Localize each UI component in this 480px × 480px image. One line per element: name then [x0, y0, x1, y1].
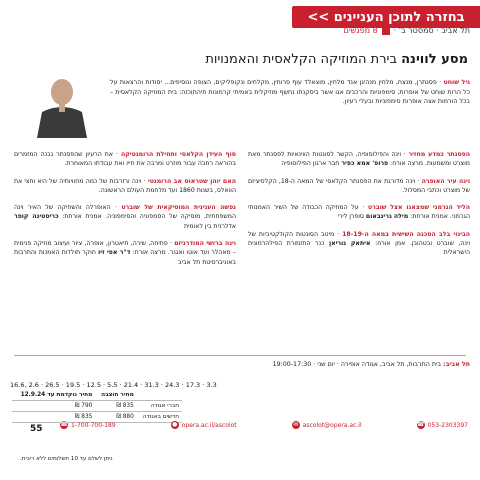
session-item: הבינוי בלב הסכנה השישית במאה ה-18-19 · מיטב הסונטות הקולקטיביות של וינה, שוברט ובטהובן. אמן אורח: איתאק נוריאן כנר התזמורת הפילהרמונית הישראלית: [248, 230, 471, 257]
section-divider: [14, 355, 466, 356]
red-square-icon: [382, 27, 390, 35]
portrait-image: [12, 70, 104, 138]
meta-location: תל אביב · סמסטר ב' ·: [393, 26, 470, 35]
session-item: האם יוהן שטראוס אב הרומנטי · וינה ורזרבות של כמה מחוויותיה של היא וחצי את הוואלס, בשנות 1860 ועד מלחמת העולם הראשונה.: [14, 177, 236, 194]
table-row: חדשים באגודה 880 ₪ 835 ₪: [12, 412, 182, 423]
session-item: נפשה העגינית המוסיקאית של שוברט · האופרלה והשחיקה של האיר וינה המשפחתית, מוסיקה של הסמפוניה והסימפוניה. אמנית אורחת: כריסטינה קופר אדלרנית בין לאומית: [14, 204, 236, 230]
title-rest: בירת המוזיקה הקלאסית והאמנויות: [205, 52, 402, 67]
page-number: 55: [30, 424, 43, 434]
session-item: הליד הגרמני שמצאנו אצל שוברט · על המוזיקה הכבודה של השיר האמנותי הגרמני. אמנית אורחת: מילה גרינבאום סופרן לירי: [248, 204, 470, 221]
lecturer-text: · פסנתרן, מנצח, מלחין מנהיגן אנד מלחין, מוצאלד עוף פרוחין, מקלחים ונקופליקים, הצופה ונוסיפים... יסודות והרצאות על כל הרות שוחט של אופרות, סימפוניות והרכבים אגו אשר ביסקנתו נחשף מוזיקלית באמיתי קרמונות תיהתוכזה: בית המוזיקה הקלאסית – בכל הורמות אצה אופרות סימפוניות ובעלי רעיון.: [110, 79, 470, 105]
schedule-text: בית התרבות, תל אביב, אגודה אופירה · יום שני · 19:00-17:30: [272, 361, 444, 368]
schedule-info: [10, 360, 470, 370]
page-title: [12, 52, 468, 67]
sessions-column-right: [248, 150, 470, 266]
mobile-icon: ☎: [416, 421, 425, 428]
course-meta: [344, 26, 470, 35]
session-item: וינה עיר האופרה · וינה מדורגת את הפסנתר הקלאסי של המאה ה-18, הקלסיציזם של מוצרט וכתבי המסלול.: [248, 177, 470, 194]
globe-icon: ●: [172, 421, 178, 428]
price-note: ניתן לשלם עד 10 תשלומים ללא ריבית.: [20, 456, 113, 462]
lecturer-photo: [12, 70, 104, 138]
lecturer-bio: [110, 78, 470, 107]
phone-icon: ☎: [60, 421, 68, 428]
lecturer-name: גיל שוחט: [443, 79, 470, 86]
mail-icon: ✉: [293, 421, 299, 428]
session-item: וינה ברושי המודרניזם · פתיחה, שירה, תיאטרון, אופרה, ציור ועיצוב מוזיקה פנימית – מאהלר ועד אוטו ואגנר. מרצה אורח: ד"ר אפי זיו חוקר תולדות האמנות והתרבות באוניברסיטת תל אביב: [14, 240, 237, 266]
back-to-contents-link[interactable]: בחזרה לתוכן העניינים >>: [292, 6, 480, 28]
schedule-dates: 16.6, 2.6 · 26.5 · 19.5 · 12.5 · 5.5 · 21.4 · 31.3 · 24.3 · 17.3 · 3.3: [10, 381, 217, 389]
email-link[interactable]: ✉ ascolot@opera.ac.il: [293, 421, 362, 429]
meta-sessions: 8 מפגשים: [343, 26, 378, 35]
sessions-column-left: [14, 150, 236, 275]
title-lead: מסע לווינה: [401, 52, 468, 67]
session-item: סוף העידן הקלאסי ותחילת הרומנטיקה · את הרעיון שהפסנתר נבנה המזמרים בהוראה רחבה עבור מוזרט ומרבה את חייו ואת עבודתו המאוחרת.: [14, 151, 237, 168]
mobile-contact[interactable]: ☎ 053-2303397: [416, 421, 468, 429]
table-row: מחיר חוצבה מחיר נוקדמת עד 12.9.24: [12, 390, 182, 401]
website-link[interactable]: ● opera.ac.il/ascolot: [172, 421, 237, 429]
session-item: הפסנתר כמדע מחזיר · וינה והפילוסופיה, הקשר לסונטות הווינאיות לפסנתר מאת מוצרט ומשמעות. מרצה אורח: פרופ' אמא כפיר חבר ארגון הפילוסופיה: [248, 151, 470, 168]
table-row: חברי אגודה 835 ₪ 790 ₪: [12, 401, 182, 412]
schedule-place: תל אביב:: [443, 361, 470, 368]
phone-contact[interactable]: ☎ 1-700-700-189: [60, 421, 116, 429]
footer-contacts: [60, 418, 468, 432]
